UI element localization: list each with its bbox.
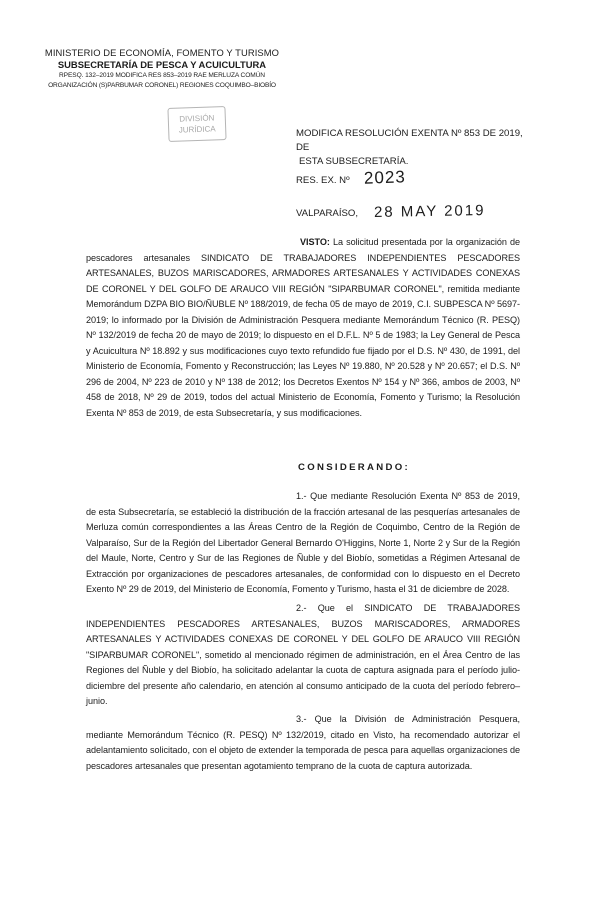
considerando-item-3 xyxy=(86,712,520,774)
considerando-text-3: 3.- Que la División de Administración Pesquera, mediante Memorándum Técnico (R. PESQ) Nº 132/2019, citado en Visto, ha recomendado autorizar el adelantamiento solicitado, con el objeto de extender la temporada de pesca para aquellas organizaciones de pescadores artesanales que presentan agotamiento temprano de la cuota de captura autorizada. xyxy=(86,714,520,771)
title-line-2: ESTA SUBSECRETARÍA. xyxy=(299,156,409,167)
stamp-line-1: DIVISIÓN xyxy=(179,113,215,124)
division-stamp xyxy=(167,106,226,142)
visto-paragraph xyxy=(86,235,520,421)
subsecretaria-name: SUBSECRETARÍA DE PESCA Y ACUICULTURA xyxy=(57,59,267,70)
resolution-number-stamp: 2023 xyxy=(363,167,406,188)
place-label: VALPARAÍSO, xyxy=(296,208,359,219)
considerando-item-2 xyxy=(86,601,520,710)
date-stamp: 28 MAY 2019 xyxy=(373,202,486,221)
considerando-item-1 xyxy=(86,489,520,598)
stamp-line-2: JURÍDICA xyxy=(178,124,216,135)
considerando-text-1: 1.- Que mediante Resolución Exenta Nº 853 de 2019, de esta Subsecretaría, se estableció la distribución de la fracción artesanal de las pesquerías artesanales de Merluza común correspondientes a las Áreas Centro de la Región de Coquimbo, Centro de la Región de Valparaíso, Sur de la Región del Libertador General Bernardo O'Higgins, Norte 1, Norte 2 y Sur de la Región del Maule, Norte, Centro y Sur de las Regiones de Ñuble y del Biobío, sometidas a Régimen Artesanal de Extracción por organizaciones de pescadores artesanales, de conformidad con lo dispuesto en el Decreto Exento Nº 29 de 2019, del Ministerio de Economía, Fomento y Turismo, hasta el 31 de diciembre de 2028. xyxy=(86,491,520,594)
reference-line-1: RPESQ. 132–2019 MODIFICA RES 853–2019 RAE MERLUZA COMÚN xyxy=(59,72,265,79)
considerando-heading: CONSIDERANDO: xyxy=(298,462,410,473)
letterhead xyxy=(42,47,282,90)
ministry-name: MINISTERIO DE ECONOMÍA, FOMENTO Y TURISMO xyxy=(44,47,280,58)
reference-line-2: ORGANIZACIÓN (S)PARBUMAR CORONEL) REGIONES COQUIMBO–BIOBÍO xyxy=(48,82,276,89)
considerando-text-2: 2.- Que el SINDICATO DE TRABAJADORES INDEPENDIENTES PESCADORES ARTESANALES, BUZOS MARISCADORES, ARMADORES ARTESANALES Y ACTIVIDADES CONEXAS DE CORONEL Y DEL GOLFO DE ARAUCO VIII REGIÓN "SIPARBUMAR CORONEL", sometido al mencionado régimen de administración, en el Área Centro de las Regiones del Ñuble y del Biobío, ha solicitado adelantar la cuota de captura asignada para el período julio-diciembre del presente año calendario, en atención al consumo anticipado de la cuota del período febrero–junio. xyxy=(86,603,520,706)
resolution-number-row xyxy=(296,168,405,188)
resolution-label: RES. EX. Nº xyxy=(296,175,350,186)
visto-lead: VISTO: xyxy=(300,237,330,247)
visto-text: La solicitud presentada por la organización de pescadores artesanales SINDICATO DE TRABAJADORES INDEPENDIENTES PESCADORES ARTESANALES, BUZOS MARISCADORES, ARMADORES ARTESANALES Y ACTIVIDADES CONEXAS DE CORONEL Y DEL GOLFO DE ARAUCO VIII REGIÓN "SIPARBUMAR CORONEL", remitida mediante Memorándum DZPA BIO BIO/ÑUBLE Nº 188/2019, de fecha 05 de mayo de 2019, C.I. SUBPESCA Nº 5697-2019; lo informado por la División de Administración Pesquera mediante Memorándum Técnico (R. PESQ) Nº 132/2019 de fecha 20 de mayo de 2019; lo dispuesto en el D.F.L. Nº 5 de 1983; la Ley General de Pesca y Acuicultura Nº 18.892 y sus modificaciones cuyo texto refundido fue fijado por el D.S. Nº 430, de 1991, del Ministerio de Economía, Fomento y Reconstrucción; las Leyes Nº 19.880, Nº 20.528 y Nº 20.657; el D.S. Nº 296 de 2004, Nº 223 de 2010 y Nº 138 de 2012; los Decretos Exentos Nº 154 y Nº 366, ambos de 2003, Nº 458 de 2018, Nº 29 de 2019, todos del actual Ministerio de Economía, Fomento y Turismo; la Resolución Exenta Nº 853 de 2019, de esta Subsecretaría, y sus modificaciones. xyxy=(86,237,520,418)
place-date-row xyxy=(296,203,486,220)
document-title xyxy=(296,127,536,169)
title-line-1: MODIFICA RESOLUCIÓN EXENTA Nº 853 DE 2019, DE xyxy=(296,128,523,153)
